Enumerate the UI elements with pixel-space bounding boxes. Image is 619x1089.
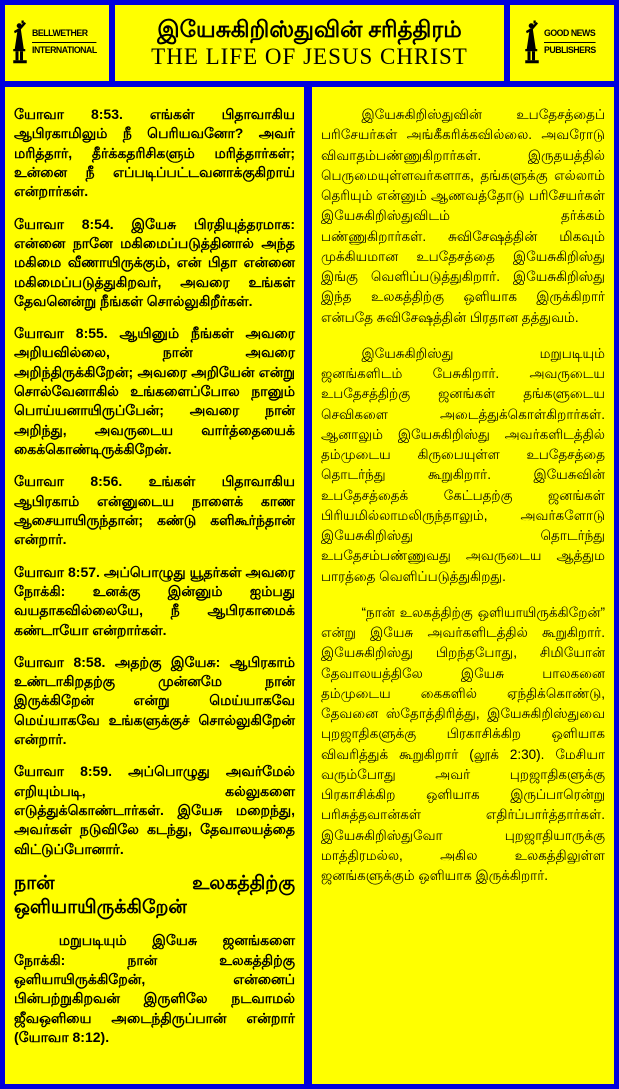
content (5, 87, 614, 1084)
verse-john-8-55: யோவா 8:55. ஆயினும் நீங்கள் அவரை அறியவில்லை, நான் அவரை அறிந்திருக்கிறேன்; அவரை அறியேன் என்று சொல்வேனாகில் உங்களைப்போல நானும் பொய்யனாயிருப்பேன்; அவரை நான் அறிந்து, அவருடைய வார்த்தையைக் கைக்கொண்டிருக்கிறேன். (14, 325, 295, 457)
bellwether-logo-line2: INTERNATIONAL (32, 45, 98, 56)
section-heading-light-of-the-world: நான் உலகத்திற்கு ஒளியாயிருக்கிறேன் (14, 872, 295, 918)
header (5, 5, 614, 81)
title-box (115, 5, 504, 81)
commentary-paragraph-2: இயேசுகிறிஸ்து மறுபடியும் ஜனங்களிடம் பேசுகிறார். அவருடைய உபதேசத்திற்கு ஜனங்கள் தங்களுடைய செவிகளை அடைத்துக்கொள்கிறார்கள். ஆனாலும் இயேசுகிறிஸ்து அவர்களிடத்தில் தம்முடைய கிருபையுள்ள உபதேசத்தை தொடர்ந்து கூறுகிறார். இயேசுவின் உபதேசத்தைக் கேட்பதற்கு ஜனங்கள் பிரியமில்லாமலிருந்தாலும், அவர்களோடு இயேசுகிறிஸ்து தொடர்ந்து உபதேசம்பண்ணுவது அவருடைய ஆத்தும பாரத்தை வெளிப்படுத்துகிறது. (321, 345, 605, 584)
right-column-commentary-text (312, 87, 614, 1084)
good-news-logo-line1: GOOD NEWS (544, 28, 596, 43)
commentary-paragraph-3: “நான் உலகத்திற்கு ஒளியாயிருக்கிறேன்” என்று இயேசு அவர்களிடத்தில் கூறுகிறார். இயேசுகிறிஸ்து பிறந்தபோது, சிமியோன் தேவாலயத்திலே இயேசு பாலகனை தம்முடைய கைகளில் ஏந்திக்கொண்டு, தேவனை ஸ்தோத்திரித்து, இயேசுகிறிஸ்துவை புறஜாதிகளுக்கு பிரகாசிக்கிற ஒளியாக விவரித்துக் கூறுகிறார் (லூக் 2:30). மேசியா வரும்போது அவர் புறஜாதிகளுக்கு பிரகாசிக்கிற ஒளியாக இருப்பாரென்று பரிசுத்தவான்கள் எதிர்ப்பார்த்தார்கள். இயேசுகிறிஸ்துவோ புறஜாதியாருக்கு மாத்திரமல்ல, அகில உலகத்திலுள்ள ஜனங்களுக்கும் ஒளியாக இருக்கிறார். (321, 604, 605, 883)
left-column-scripture-text (5, 87, 304, 1084)
verse-john-8-56: யோவா 8:56. உங்கள் பிதாவாகிய ஆபிரகாம் என்னுடைய நாளைக் காண ஆசையாயிருந்தான்; கண்டு களிகூர்ந்தான் என்றார். (14, 473, 295, 548)
verse-john-8-57: யோவா 8:57. அப்பொழுது யூதர்கள் அவரை நோக்கி: உனக்கு இன்னும் ஐம்பது வயதாகவில்லையே, நீ ஆபிரகாமைக் கண்டாயோ என்றார்கள். (14, 563, 295, 638)
bellwether-logo-text (32, 28, 97, 58)
good-news-logo (510, 5, 614, 81)
verse-john-8-59: யோவா 8:59. அப்பொழுது அவர்மேல் எறியும்படி, கல்லுகளை எடுத்துக்கொண்டார்கள். இயேசு மறைந்து, அவர்கள் நடுவிலே கடந்து, தேவாலயத்தை விட்டுப்போனார். (14, 763, 295, 857)
good-news-logo-line2: PUBLISHERS (544, 45, 597, 56)
verse-john-8-54: யோவா 8:54. இயேசு பிரதியுத்தரமாக: என்னை நானே மகிமைப்படுத்தினால் அந்த மகிமை வீணாயிருக்கும், என் பிதா என்னை மகிமைப்படுத்துகிறவர், அவரை உங்கள் தேவனென்று நீங்கள் சொல்லுகிறீர்கள். (14, 215, 295, 309)
bellwether-logo-line1: BELLWETHER (32, 28, 97, 43)
commentary-paragraph-1: இயேசுகிறிஸ்துவின் உபதேசத்தைப் பரிசேயர்கள் அங்கீகரிக்கவில்லை. அவரோடு விவாதம்பண்ணுகிறார்கள். இருதயத்தில் பெருமையுள்ளவர்களாக, தங்களுக்கு எல்லாம் தெரியும் என்னும் ஆணவத்தோடு பரிசேயர்கள் இயேசுகிறிஸ்துவிடம் தர்க்கம் பண்ணுகிறார்கள். சுவிசேஷத்தின் மிகவும் முக்கியமான உபதேசத்தை இயேசுகிறிஸ்து இங்கு வெளிப்படுத்துகிறார். இயேசுகிறிஸ்து இந்த உலகத்திற்கு ஒளியாக இருக்கிறார் என்பதே சுவிசேஷத்தின் பிரதான தத்துவம். (321, 107, 605, 325)
bell-ringer-icon (523, 20, 541, 66)
verse-john-8-58: யோவா 8:58. அதற்கு இயேசு: ஆபிரகாம் உண்டாகிறதற்கு முன்னமே நான் இருக்கிறேன் என்று மெய்யாகவே மெய்யாகவே உங்களுக்குச் சொல்லுகிறேன் என்றார். (14, 653, 295, 748)
page-title-english: THE LIFE OF JESUS CHRIST (151, 44, 468, 69)
page-title-tamil: இயேசுகிறிஸ்துவின் சரித்திரம் (157, 16, 462, 42)
bellwether-logo (5, 5, 109, 81)
verse-john-8-53: யோவா 8:53. எங்கள் பிதாவாகிய ஆபிரகாமிலும் நீ பெரியவனோ? அவர் மரித்தார், தீர்க்கதரிசிகளும் மரித்தார்கள்; உன்னை நீ எப்படிப்பட்டவனாக்குகிறாய் என்றார்கள். (14, 106, 295, 200)
closing-paragraph-john-8-12: மறுபடியும் இயேசு ஜனங்களை நோக்கி: நான் உலகத்திற்கு ஒளியாயிருக்கிறேன், என்னைப் பின்பற்றுகிறவன் இருளிலே நடவாமல் ஜீவஒளியை அடைந்திருப்பான் என்றார் (யோவா 8:12). (14, 932, 295, 1045)
good-news-logo-text (544, 28, 596, 58)
bell-ringer-icon (11, 20, 29, 66)
